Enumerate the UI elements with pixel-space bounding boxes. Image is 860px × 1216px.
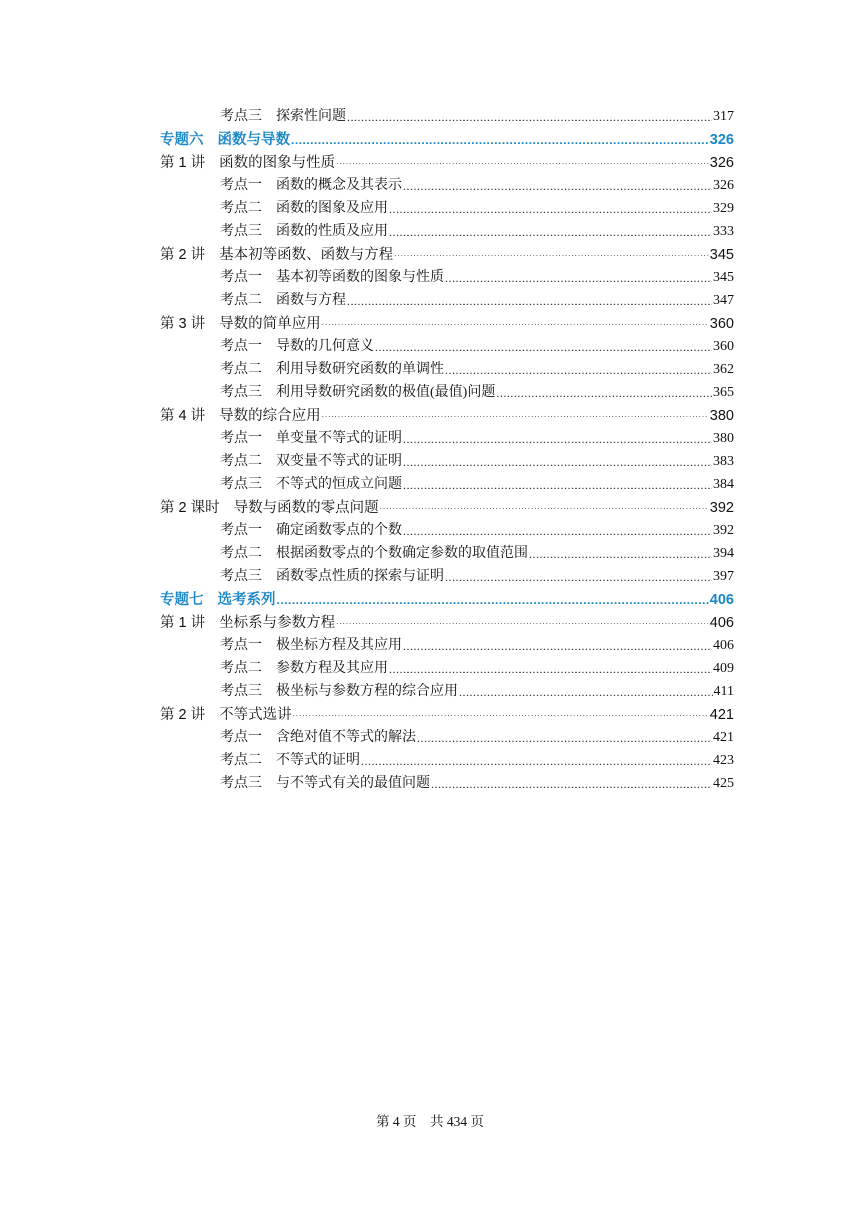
toc-entry-prefix: 考点一 <box>220 730 262 745</box>
toc-entry-page-number: 326 <box>713 178 734 193</box>
toc-dot-leader <box>445 363 712 380</box>
toc-entry-prefix: 考点三 <box>220 776 262 791</box>
toc-entry-label <box>220 728 416 748</box>
toc-entry-page-number: 406 <box>709 615 734 631</box>
toc-entry-page-number: 326 <box>709 132 734 148</box>
toc-entry-page-number: 394 <box>713 546 734 561</box>
footer-page-prefix: 第 <box>376 1114 390 1129</box>
toc-entry-title: 导数的综合应用 <box>219 408 321 424</box>
toc-dot-leader <box>394 248 709 265</box>
toc-entry-prefix: 考点一 <box>220 339 262 354</box>
toc-entry-page-number: 360 <box>709 316 734 332</box>
toc-entry-prefix: 专题六 <box>160 132 204 148</box>
toc-entry-label <box>220 222 388 242</box>
toc-entry-prefix: 考点一 <box>220 178 262 193</box>
toc-entry-title: 含绝对值不等式的解法 <box>276 730 416 745</box>
toc-dot-leader <box>347 110 712 127</box>
toc-entry-prefix: 考点一 <box>220 523 262 538</box>
toc-entry-page-number: 329 <box>713 201 734 216</box>
toc-dot-leader <box>336 616 709 633</box>
toc-entry-label <box>220 567 444 587</box>
footer-total-suffix: 页 <box>470 1114 484 1129</box>
toc-entry-prefix: 考点二 <box>220 546 262 561</box>
toc-entry-label <box>220 659 388 679</box>
toc-dot-leader <box>322 409 709 426</box>
toc-entry-title: 利用导数研究函数的极值(最值)问题 <box>276 385 496 400</box>
table-of-contents <box>160 104 734 794</box>
toc-entry-page-number: 425 <box>713 776 734 791</box>
toc-entry-prefix: 第 2 课时 <box>160 500 220 516</box>
toc-entry-label <box>220 383 495 403</box>
toc-dot-leader <box>417 731 712 748</box>
toc-dot-leader <box>322 317 709 334</box>
toc-entry-label <box>220 475 402 495</box>
toc-dot-leader <box>293 708 709 725</box>
toc-dot-leader <box>361 754 712 771</box>
toc-entry-point[interactable] <box>160 380 734 403</box>
toc-dot-leader <box>380 501 709 518</box>
toc-entry-page-number: 380 <box>713 431 734 446</box>
toc-entry-point[interactable] <box>160 564 734 587</box>
toc-entry-point[interactable] <box>160 472 734 495</box>
toc-entry-page-number: 384 <box>713 477 734 492</box>
toc-entry-point[interactable] <box>160 426 734 449</box>
toc-entry-label <box>220 268 444 288</box>
toc-dot-leader <box>389 225 712 242</box>
toc-entry-prefix: 考点一 <box>220 638 262 653</box>
toc-entry-chapter[interactable] <box>160 150 734 173</box>
toc-entry-prefix: 考点二 <box>220 661 262 676</box>
toc-entry-prefix: 第 4 讲 <box>160 408 206 424</box>
toc-dot-leader <box>459 685 713 702</box>
toc-entry-prefix: 考点二 <box>220 293 262 308</box>
toc-entry-page-number: 362 <box>713 362 734 377</box>
toc-entry-label <box>160 406 321 426</box>
toc-entry-title: 函数与导数 <box>217 132 290 148</box>
toc-entry-title: 参数方程及其应用 <box>276 661 388 676</box>
toc-entry-title: 探索性问题 <box>276 109 346 124</box>
toc-entry-page-number: 347 <box>713 293 734 308</box>
toc-entry-label <box>220 291 346 311</box>
toc-entry-point[interactable] <box>160 104 734 127</box>
toc-entry-page-number: 345 <box>709 247 734 263</box>
toc-entry-point[interactable] <box>160 771 734 794</box>
toc-entry-title: 选考系列 <box>217 592 276 608</box>
toc-entry-title: 函数的图象与性质 <box>219 155 336 171</box>
toc-dot-leader <box>496 386 712 403</box>
toc-entry-label <box>220 429 402 449</box>
toc-entry-chapter[interactable] <box>160 311 734 334</box>
toc-entry-title: 利用导数研究函数的单调性 <box>276 362 444 377</box>
page-footer <box>0 1110 860 1130</box>
toc-entry-page-number: 423 <box>713 753 734 768</box>
toc-entry-point[interactable] <box>160 633 734 656</box>
toc-entry-page-number: 365 <box>713 385 734 400</box>
toc-entry-title: 坐标系与参数方程 <box>219 615 336 631</box>
toc-entry-page-number: 380 <box>709 408 734 424</box>
toc-entry-chapter[interactable] <box>160 242 734 265</box>
toc-entry-title: 根据函数零点的个数确定参数的取值范围 <box>276 546 528 561</box>
toc-entry-title: 函数的图象及应用 <box>276 201 388 216</box>
toc-entry-point[interactable] <box>160 518 734 541</box>
toc-entry-point[interactable] <box>160 656 734 679</box>
toc-dot-leader <box>403 455 712 472</box>
toc-entry-title: 双变量不等式的证明 <box>276 454 402 469</box>
toc-entry-label <box>220 107 346 127</box>
toc-dot-leader <box>445 570 712 587</box>
toc-entry-page-number: 317 <box>713 109 734 124</box>
toc-entry-topic[interactable] <box>160 127 734 150</box>
toc-entry-title: 不等式选讲 <box>219 707 292 723</box>
toc-entry-label <box>220 636 402 656</box>
toc-entry-prefix: 考点三 <box>220 224 262 239</box>
toc-entry-title: 函数与方程 <box>276 293 346 308</box>
toc-entry-point[interactable] <box>160 196 734 219</box>
toc-entry-chapter[interactable] <box>160 495 734 518</box>
toc-entry-title: 函数零点性质的探索与证明 <box>276 569 444 584</box>
toc-entry-label <box>220 176 402 196</box>
toc-entry-title: 与不等式有关的最值问题 <box>276 776 430 791</box>
toc-entry-title: 不等式的恒成立问题 <box>276 477 402 492</box>
toc-dot-leader <box>336 156 709 173</box>
toc-dot-leader <box>403 478 712 495</box>
toc-entry-point[interactable] <box>160 334 734 357</box>
toc-dot-leader <box>389 202 712 219</box>
footer-page-suffix: 页 <box>403 1114 417 1129</box>
toc-entry-title: 极坐标方程及其应用 <box>276 638 402 653</box>
toc-dot-leader <box>403 432 712 449</box>
toc-entry-label <box>160 314 321 334</box>
toc-entry-page-number: 406 <box>709 592 734 608</box>
footer-total-prefix: 共 <box>430 1114 444 1129</box>
toc-entry-title: 单变量不等式的证明 <box>276 431 402 446</box>
toc-entry-prefix: 考点一 <box>220 431 262 446</box>
toc-entry-page-number: 397 <box>713 569 734 584</box>
toc-entry-label <box>220 199 388 219</box>
toc-entry-point[interactable] <box>160 173 734 196</box>
toc-entry-point[interactable] <box>160 449 734 472</box>
toc-dot-leader <box>291 133 709 150</box>
toc-entry-label <box>220 544 528 564</box>
toc-entry-label <box>220 521 402 541</box>
toc-entry-prefix: 考点二 <box>220 454 262 469</box>
toc-entry-prefix: 考点三 <box>220 569 262 584</box>
toc-dot-leader <box>403 639 712 656</box>
toc-entry-prefix: 第 1 讲 <box>160 615 206 631</box>
toc-dot-leader <box>375 340 712 357</box>
toc-entry-prefix: 专题七 <box>160 592 204 608</box>
toc-entry-label <box>220 774 430 794</box>
toc-entry-page-number: 392 <box>709 500 734 516</box>
toc-entry-chapter[interactable] <box>160 702 734 725</box>
toc-entry-page-number: 392 <box>713 523 734 538</box>
toc-entry-page-number: 360 <box>713 339 734 354</box>
toc-entry-label <box>220 452 402 472</box>
toc-entry-label <box>220 682 458 702</box>
toc-entry-prefix: 考点二 <box>220 362 262 377</box>
toc-entry-label <box>220 337 374 357</box>
toc-entry-label <box>160 245 393 265</box>
toc-entry-prefix: 考点三 <box>220 477 262 492</box>
toc-entry-point[interactable] <box>160 748 734 771</box>
toc-entry-label <box>160 498 379 518</box>
toc-dot-leader <box>529 547 712 564</box>
toc-entry-page-number: 406 <box>713 638 734 653</box>
toc-entry-page-number: 409 <box>713 661 734 676</box>
toc-entry-page-number: 383 <box>713 454 734 469</box>
toc-entry-chapter[interactable] <box>160 403 734 426</box>
toc-dot-leader <box>347 294 712 311</box>
toc-entry-title: 导数的几何意义 <box>276 339 374 354</box>
toc-dot-leader <box>277 593 709 610</box>
toc-entry-point[interactable] <box>160 288 734 311</box>
toc-entry-prefix: 考点三 <box>220 684 262 699</box>
toc-entry-title: 不等式的证明 <box>276 753 360 768</box>
toc-entry-topic[interactable] <box>160 587 734 610</box>
toc-entry-prefix: 第 1 讲 <box>160 155 206 171</box>
toc-entry-label <box>220 751 360 771</box>
footer-current-page: 4 <box>392 1114 400 1129</box>
toc-entry-point[interactable] <box>160 265 734 288</box>
toc-entry-prefix: 考点二 <box>220 753 262 768</box>
toc-entry-label <box>160 613 335 633</box>
toc-entry-page-number: 421 <box>713 730 734 745</box>
toc-entry-title: 基本初等函数、函数与方程 <box>219 247 394 263</box>
toc-dot-leader <box>445 271 712 288</box>
toc-entry-point[interactable] <box>160 725 734 748</box>
toc-entry-page-number: 421 <box>709 707 734 723</box>
toc-entry-point[interactable] <box>160 541 734 564</box>
toc-entry-page-number: 411 <box>713 684 734 699</box>
toc-dot-leader <box>389 662 712 679</box>
toc-entry-point[interactable] <box>160 357 734 380</box>
toc-entry-prefix: 考点一 <box>220 270 262 285</box>
toc-entry-prefix: 考点二 <box>220 201 262 216</box>
toc-entry-title: 导数与函数的零点问题 <box>233 500 379 516</box>
toc-entry-title: 导数的简单应用 <box>219 316 321 332</box>
toc-entry-label <box>220 360 444 380</box>
toc-entry-title: 极坐标与参数方程的综合应用 <box>276 684 458 699</box>
toc-entry-title: 函数的概念及其表示 <box>276 178 402 193</box>
toc-entry-label <box>160 153 335 173</box>
toc-entry-title: 函数的性质及应用 <box>276 224 388 239</box>
toc-dot-leader <box>431 777 712 794</box>
toc-entry-page-number: 326 <box>709 155 734 171</box>
toc-entry-point[interactable] <box>160 219 734 242</box>
toc-entry-prefix: 考点三 <box>220 385 262 400</box>
toc-dot-leader <box>403 524 712 541</box>
toc-entry-chapter[interactable] <box>160 610 734 633</box>
toc-dot-leader <box>403 179 712 196</box>
toc-entry-label <box>160 705 292 725</box>
toc-entry-page-number: 345 <box>713 270 734 285</box>
toc-entry-prefix: 第 2 讲 <box>160 247 206 263</box>
toc-entry-prefix: 考点三 <box>220 109 262 124</box>
toc-entry-title: 确定函数零点的个数 <box>276 523 402 538</box>
toc-entry-point[interactable] <box>160 679 734 702</box>
toc-entry-prefix: 第 3 讲 <box>160 316 206 332</box>
toc-entry-page-number: 333 <box>713 224 734 239</box>
toc-entry-title: 基本初等函数的图象与性质 <box>276 270 444 285</box>
footer-total-pages: 434 <box>446 1114 468 1129</box>
toc-entry-prefix: 第 2 讲 <box>160 707 206 723</box>
toc-entry-label <box>160 590 276 610</box>
toc-entry-label <box>160 130 290 150</box>
